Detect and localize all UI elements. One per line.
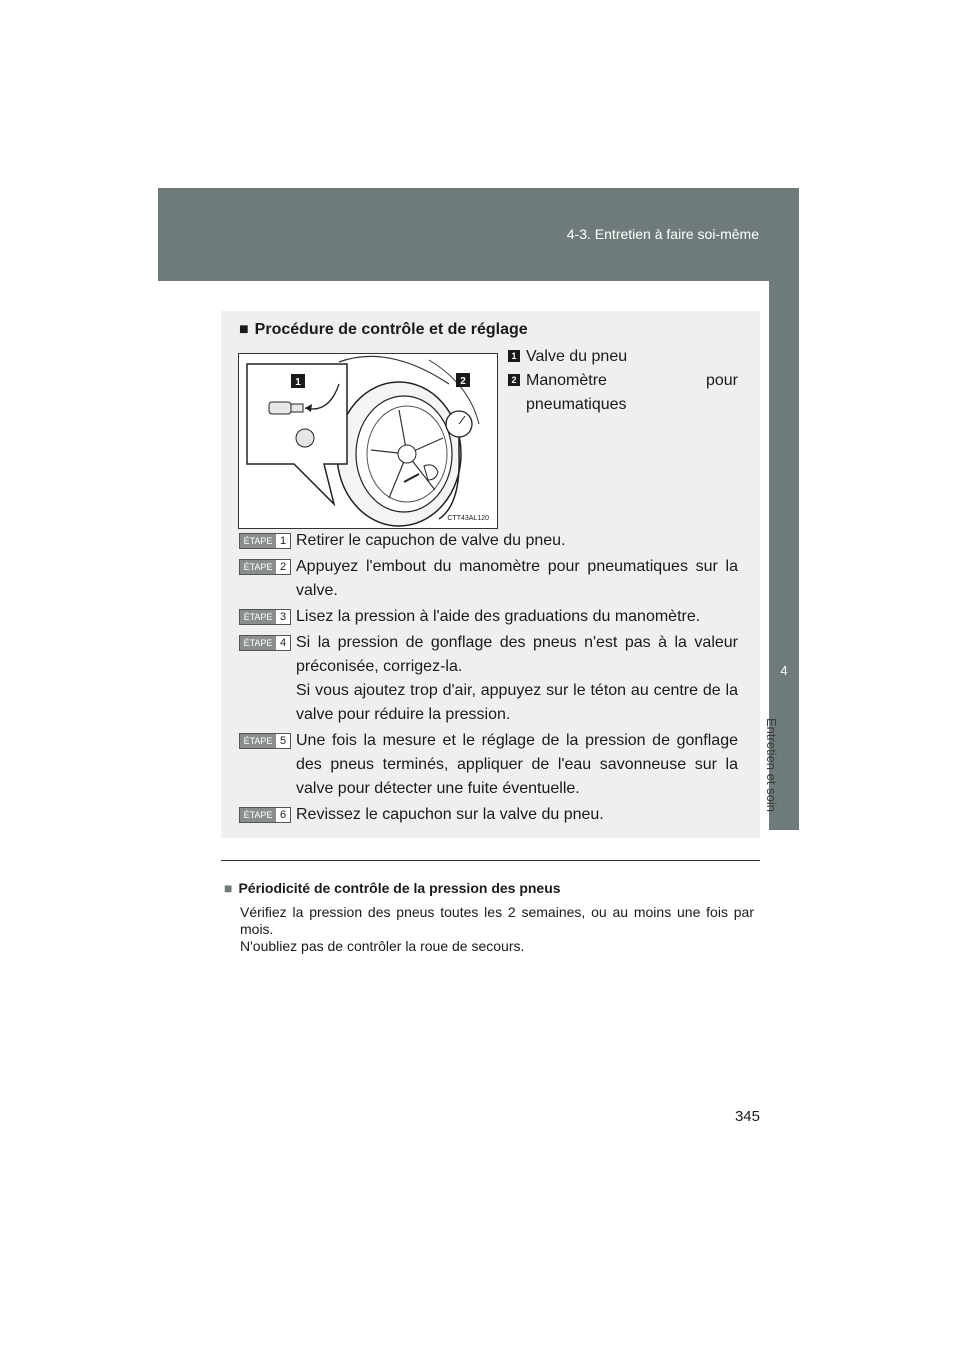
page-number: 345 <box>734 1108 760 1125</box>
step-number: 6 <box>279 809 287 821</box>
callout-item-1 <box>508 345 738 369</box>
callout-label-line2: pneumatiques <box>526 396 627 413</box>
square-bullet-icon: ■ <box>224 880 233 896</box>
step-badge <box>239 533 291 549</box>
step-item <box>239 555 738 603</box>
callout-label-line1: Manomètre pour <box>526 372 738 389</box>
step-text: Lisez la pression à l'aide des graduations du manomètre. <box>296 608 701 625</box>
step-prefix: ÉTAPE <box>240 610 276 624</box>
procedure-title: Procédure de contrôle et de réglage <box>254 321 528 338</box>
step-text-extra: Si vous ajoutez trop d'air, appuyez sur le téton au centre de la valve pour réduire la pression. <box>296 682 738 723</box>
step-item <box>239 605 738 629</box>
step-badge <box>239 807 291 823</box>
step-item <box>239 803 738 827</box>
step-text: Si la pression de gonflage des pneus n'est pas à la valeur préconisée, corrigez-la. <box>296 634 738 675</box>
step-number: 2 <box>279 561 287 573</box>
step-prefix: ÉTAPE <box>240 808 276 822</box>
divider <box>221 860 760 861</box>
step-item <box>239 631 738 727</box>
note-title: Périodicité de contrôle de la pression des pneus <box>238 880 561 896</box>
section-title: 4-3. Entretien à faire soi-même <box>566 226 759 242</box>
step-badge <box>239 609 291 625</box>
step-number: 5 <box>279 735 287 747</box>
callout-number-badge: 1 <box>508 350 520 362</box>
note-heading <box>224 880 561 896</box>
tire-valve-illustration <box>238 353 498 529</box>
note-body <box>240 904 754 955</box>
step-text: Une fois la mesure et le réglage de la pression de gonflage des pneus terminés, appliquer de l'eau savonneuse sur la valve pour détecter une fuite éventuelle. <box>296 732 738 797</box>
svg-text:1: 1 <box>295 377 301 388</box>
step-text: Retirer le capuchon de valve du pneu. <box>296 532 566 549</box>
section-header <box>158 188 799 281</box>
note-paragraph: N'oubliez pas de contrôler la roue de secours. <box>240 938 525 954</box>
step-number: 3 <box>279 611 287 623</box>
step-prefix: ÉTAPE <box>240 534 276 548</box>
step-prefix: ÉTAPE <box>240 636 276 650</box>
step-item <box>239 529 738 553</box>
step-badge <box>239 559 291 575</box>
chapter-label: Entretien et soin <box>764 718 779 812</box>
svg-text:2: 2 <box>460 376 466 387</box>
chapter-number: 4 <box>780 663 788 678</box>
step-prefix: ÉTAPE <box>240 734 276 748</box>
procedure-heading <box>239 321 528 339</box>
procedure-box <box>221 311 760 838</box>
step-text: Appuyez l'embout du manomètre pour pneumatiques sur la valve. <box>296 558 738 599</box>
callout-legend <box>508 345 738 417</box>
step-prefix: ÉTAPE <box>240 560 276 574</box>
step-number: 4 <box>279 637 287 649</box>
step-item <box>239 729 738 801</box>
wheel-gauge-drawing <box>239 354 497 528</box>
step-list <box>239 529 738 829</box>
callout-number-badge: 2 <box>508 374 520 386</box>
note-paragraph: Vérifiez la pression des pneus toutes les 2 semaines, ou au moins une fois par mois. <box>240 904 754 937</box>
callout-item-2 <box>508 369 738 417</box>
step-number: 1 <box>279 535 287 547</box>
step-badge <box>239 733 291 749</box>
step-badge <box>239 635 291 651</box>
figure-code: CTT43AL120 <box>447 515 489 522</box>
square-bullet-icon: ■ <box>239 321 249 338</box>
callout-label: Valve du pneu <box>526 348 628 365</box>
step-text: Revissez le capuchon sur la valve du pneu. <box>296 806 604 823</box>
